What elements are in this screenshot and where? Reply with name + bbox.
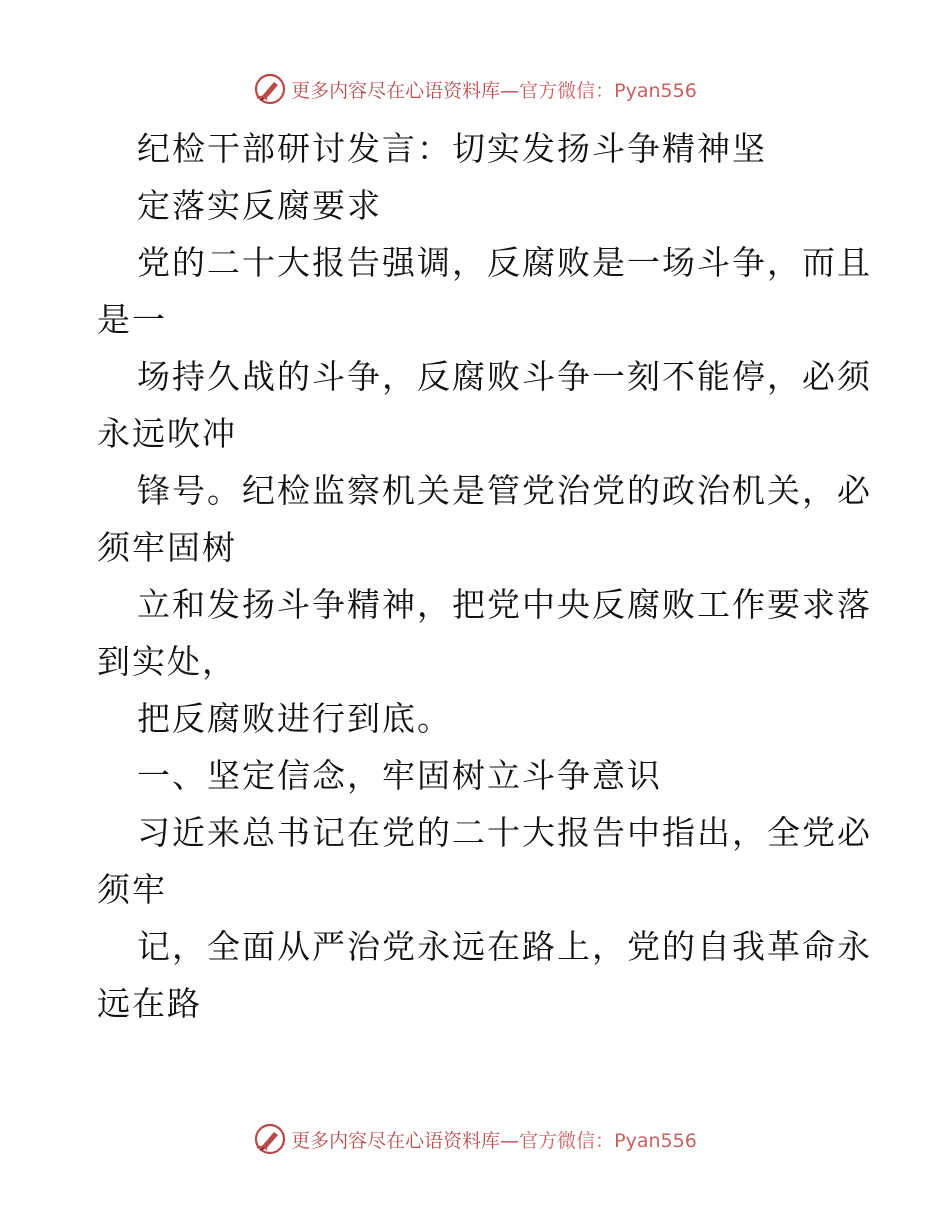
watermark-text: 更多内容尽在心语资料库—官方微信：Pyan556	[291, 79, 697, 102]
footer-watermark	[0, 1122, 950, 1156]
text-line: 立和发扬斗争精神，把党中央反腐败工作要求落	[137, 585, 872, 624]
pen-logo-icon	[253, 72, 287, 106]
text-line: 是一	[97, 300, 167, 339]
watermark-text: 更多内容尽在心语资料库—官方微信：Pyan556	[291, 1129, 697, 1152]
pen-logo-icon	[253, 1122, 287, 1156]
text-line: 须牢固树	[97, 528, 237, 567]
text-line: 远在路	[97, 984, 202, 1023]
text-line: 把反腐败进行到底。	[137, 699, 452, 738]
text-line: 场持久战的斗争，反腐败斗争一刻不能停，必须	[137, 357, 872, 396]
text-line: 锋号。纪检监察机关是管党治党的政治机关，必	[137, 471, 872, 510]
text-line: 定落实反腐要求	[137, 186, 382, 225]
text-line: 记，全面从严治党永远在路上，党的自我革命永	[137, 927, 872, 966]
document-body	[97, 120, 872, 1032]
text-line: 习近来总书记在党的二十大报告中指出，全党必	[137, 813, 872, 852]
text-line: 到实处，	[97, 642, 237, 681]
text-line: 纪检干部研讨发言：切实发扬斗争精神坚	[137, 129, 767, 168]
header-watermark	[0, 72, 950, 106]
text-line: 一、坚定信念，牢固树立斗争意识	[137, 756, 662, 795]
text-line: 永远吹冲	[97, 414, 237, 453]
text-line: 党的二十大报告强调，反腐败是一场斗争，而且	[137, 243, 872, 282]
text-line: 须牢	[97, 870, 167, 909]
